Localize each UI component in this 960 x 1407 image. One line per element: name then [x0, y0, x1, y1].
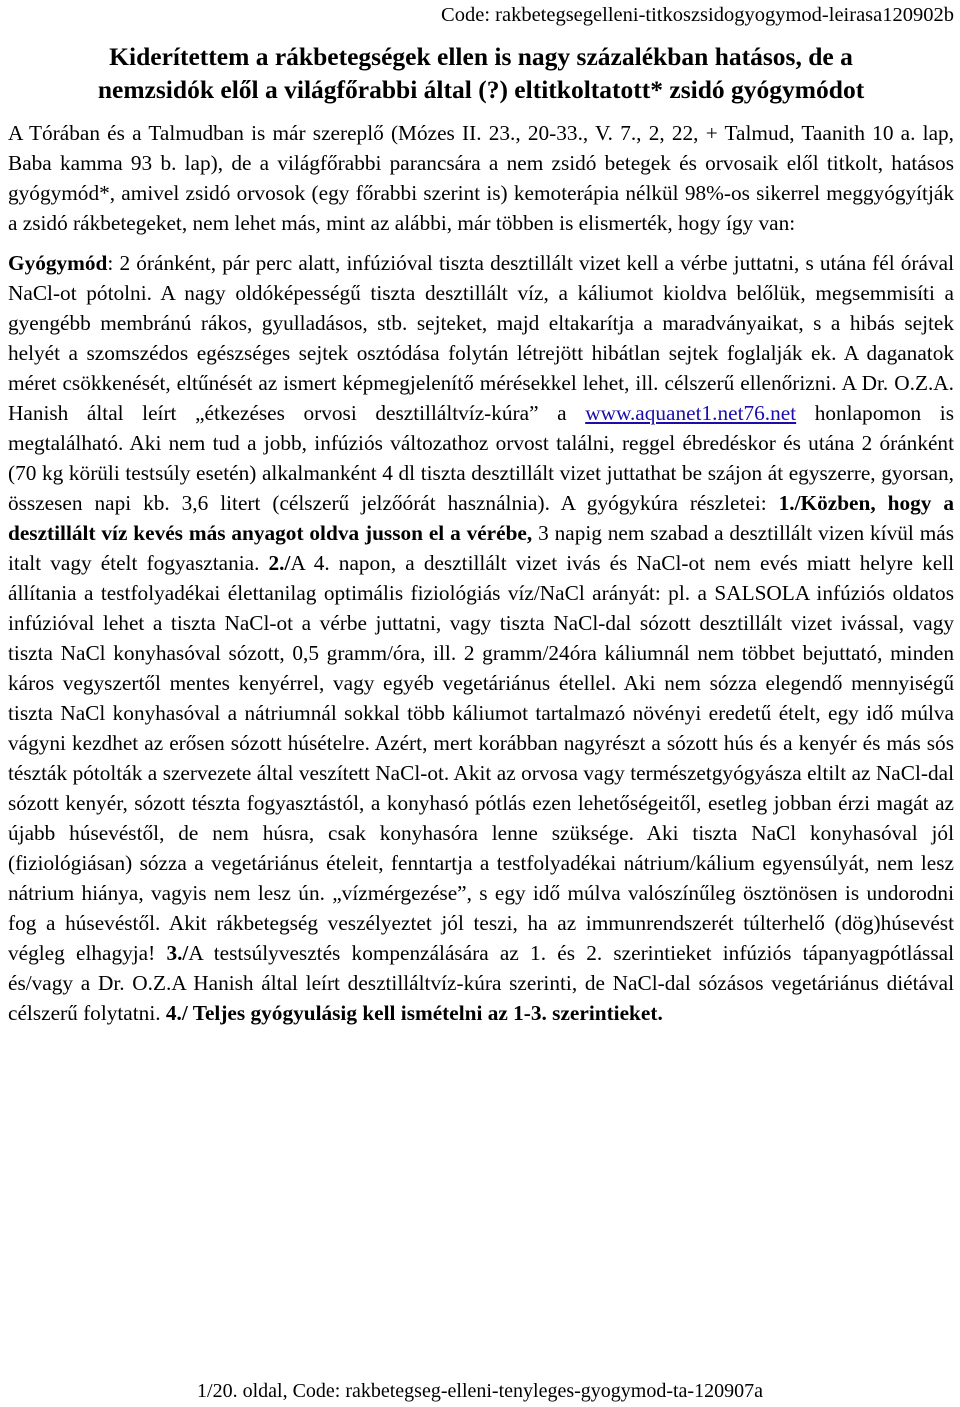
step-2-bold: 2./ [268, 551, 291, 575]
intro-paragraph: A Tórában és a Talmudban is már szereplő (Mózes II. 23., 20-33., V. 7., 2, 22, + Talmud, Taanith 10 a. lap, Baba kamma 93 b. lap), de a világfőrabbi parancsára a nem zsidó betegek és orvosaik elől titkolt, hatásos gyógymód*, amivel zsidó orvosok (egy főrabbi szerint is) kemoterápia nélkül 98%-os sikerrel meggyógyítják a zsidó rákbetegeket, nem lehet más, mint az alábbi, már többen is elismerték, hogy így van: [8, 121, 954, 235]
treatment-text-d: A 4. napon, a desztillált vizet ivás és NaCl-ot nem evés miatt helyre kell állítania a testfolyadékai élettanilag optimális fiziológiás víz/NaCl arányát: pl. a SALSOLA infúziós oldatos infúzióval lehet a tiszta NaCl-ot a vérbe juttatni, vagy tiszta NaCl-dal sózott desztillált vizet ivással, vagy tiszta NaCl konyhasóval sózott, 0,5 gramm/óra, ill. 2 gramm/24óra káliumnál nem többet bejuttató, minden káros vegyszertől mentes kenyérrel, vagy egyéb vegetáriánus étellel. Aki nem sózza elegendő mennyiségű tiszta NaCl konyhasóval a nátriumnál sokkal több káliumot tartalmazó növényi eredetű ételt, egy idő múlva vágyni kezdhet az erősen sózott húsételre. Azért, mert korábban nagyrészt a sózott hús és a kenyér és más sós tészták pótolták a szervezete által veszített NaCl-ot. Akit az orvosa vagy természetgyógyásza eltilt az NaCl-dal sózott kenyér, sózott tészta fogyasztástól, a konyhasó pótlás ezen lehetőségeitől, esetleg jobban érzi magát az újabb húsevéstől, de nem húsra, csak konyhasóra lenne szüksége. Aki tiszta NaCl konyhasóval jól (fiziológiásan) sózza a vegetáriánus ételeit, fenntartja a testfolyadékai nátrium/kálium egyensúlyát, nem lesz nátrium hiánya, vagyis nem lesz ún. „vízmérgezése”, s egy idő múlva valószínűleg ösztönösen is undorodni fog a húsevéstől. Akit rákbetegség veszélyeztet jól teszi, ha az immunrendszerét túlterhelő (dög)húsevést végleg elhagyja! [8, 551, 954, 965]
document-code-header: Code: rakbetegsegelleni-titkoszsidogyogymod-leirasa120902b [441, 4, 954, 26]
step-4-bold: 4./ Teljes gyógyulásig kell ismételni az 1-3. szerintieket. [165, 1001, 663, 1025]
title-line-1: Kiderítettem a rákbetegségek ellen is nagy százalékban hatásos, de a [109, 42, 853, 71]
step-1-bold: 1./Közben, hogy a desztillált víz kevés más anyagot oldva jusson el a vérébe, [8, 491, 954, 545]
treatment-text-b: honlapomon is megtalálható. Aki nem tud a jobb, infúziós változathoz orvost találni, reggel ébredéskor és utána 2 óránként (70 kg körüli testsúly esetén) alkalmanként 4 dl tiszta desztillált vizet juttathat be szájon át egyszerre, gyorsan, összesen napi kb. 3,6 litert (célszerű jelzőórát használnia). A gyógykúra részletei: [8, 401, 955, 515]
title-line-2: nemzsidók elől a világfőrabbi által (?) eltitkoltatott* zsidó gyógymódot [97, 75, 865, 104]
treatment-paragraph [8, 248, 954, 1028]
treatment-text-e: A testsúlyvesztés kompenzálására az 1. és 2. szerintieket infúziós tápanyagpótlással és/vagy a Dr. O.Z.A Hanish által leírt desztilláltvíz-kúra szerinti, de NaCl-dal sózásos vegetáriánus diétával célszerű folytatni. [8, 941, 954, 1025]
homepage-link[interactable]: www.aquanet1.net76.net [585, 401, 797, 425]
page-footer: 1/20. oldal, Code: rakbetegseg-elleni-tenyleges-gyogymod-ta-120907a [197, 1380, 763, 1402]
document-title [8, 40, 954, 106]
treatment-label: Gyógymód [8, 251, 108, 275]
step-3-bold: 3./ [166, 941, 189, 965]
treatment-text-a: : 2 óránként, pár perc alatt, infúzióval tiszta desztillált vizet kell a vérbe juttatni, s utána fél órával NaCl-ot pótolni. A nagy oldóképességű tiszta desztillált víz, a káliumot kioldva belőlük, megsemmisíti a gyengébb membránú rákos, gyulladásos, stb. sejteket, majd eltakarítja a maradványaikat, s a hibás sejtek helyét a szomszédos egészséges sejtek osztódása folytán létrejött hibátlan sejtek foglalják ek. A daganatok méret csökkenését, eltűnését az ismert képmegjelenítő mérésekkel lehet, ill. célszerű ellenőrizni. A Dr. O.Z.A. Hanish által leírt „étkezéses orvosi desztilláltvíz-kúra” a [8, 251, 954, 425]
treatment-text-c: 3 napig nem szabad a desztillált vizen kívül más italt vagy ételt fogyasztania. [8, 521, 954, 575]
document-page [8, 0, 954, 1028]
